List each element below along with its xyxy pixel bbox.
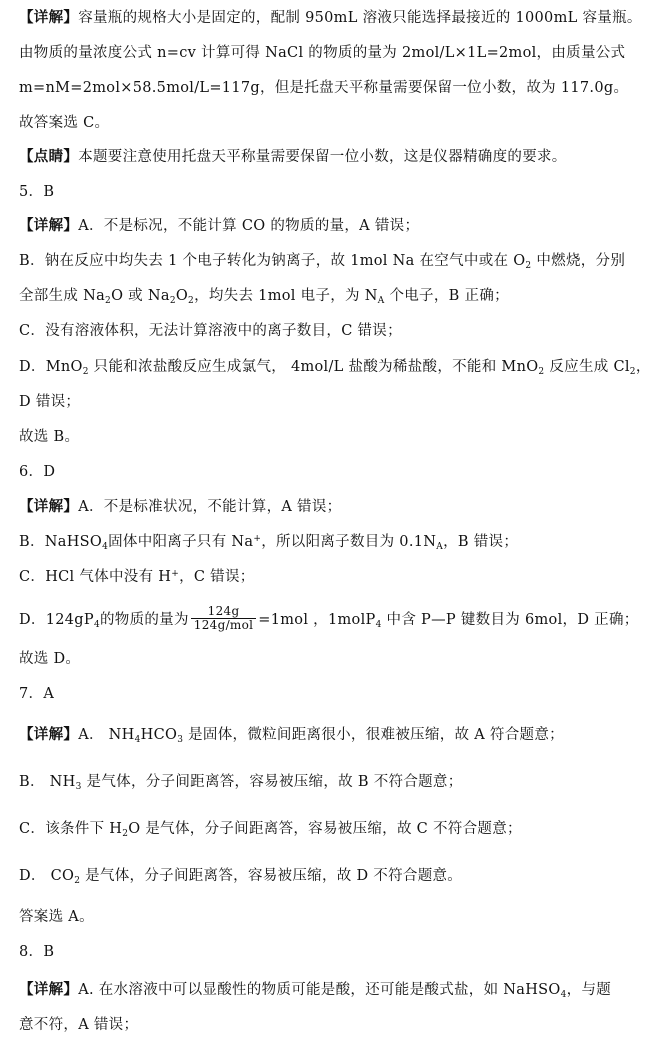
text-line [19, 866, 645, 888]
section-label: 【详解】 [19, 9, 79, 26]
text-run: 本题要注意使用托盘天平称量需要保留一位小数，这是仪器精确度的要求。 [78, 149, 567, 165]
text-line [19, 604, 645, 638]
question-number [19, 684, 645, 706]
text-run: ， [635, 359, 651, 375]
text-run: B．NaHSO [19, 534, 103, 550]
fraction-denominator: 124g/mol [193, 617, 254, 632]
text-line [19, 907, 645, 929]
text-line [19, 497, 645, 519]
text-run: 5．B [19, 184, 55, 200]
text-run: 是气体，分子间距离答，容易被压缩，故 B 不符合题意； [81, 774, 463, 790]
text-line [19, 725, 645, 747]
subscript: 2 [74, 876, 81, 886]
text-run: m=nM=2mol×58.5mol/L=117g，但是托盘天平称量需要保留一位小数，故为 117.0g。 [19, 80, 629, 96]
text-line [19, 251, 645, 273]
text-line [19, 286, 645, 308]
text-run: 反应生成 Cl [544, 359, 630, 375]
text-run: O 是气体，分子间距离答，容易被压缩，故 C 不符合题意； [128, 821, 522, 837]
text-run: B．钠在反应中均失去 1 个电子转化为钠离子，故 1mol Na 在空气中或在 O [19, 253, 526, 269]
subscript: 2 [188, 296, 195, 306]
subscript: 4 [102, 542, 109, 552]
text-run: A. 在水溶液中可以显酸性的物质可能是酸，还可能是酸式盐，如 NaHSO [78, 982, 561, 998]
subscript: 2 [82, 367, 89, 377]
text-run: D．124gP [19, 612, 94, 628]
text-run: ，B 错误； [443, 534, 519, 550]
subscript: 4 [375, 620, 382, 630]
text-line [19, 1015, 645, 1037]
text-run: HCO [140, 727, 178, 743]
text-line [19, 357, 651, 379]
subscript: 2 [122, 829, 129, 839]
text-run: D 错误； [19, 394, 81, 410]
text-line [19, 147, 645, 169]
text-line [19, 819, 645, 841]
section-label: 【详解】 [19, 726, 79, 743]
subscript: 2 [629, 367, 636, 377]
text-line [19, 321, 645, 343]
text-line [19, 392, 645, 414]
fraction [191, 605, 256, 632]
text-line [19, 980, 645, 1002]
text-run: 7．A [19, 686, 55, 702]
text-run: A． NH [78, 727, 135, 743]
text-run: ，与题 [566, 982, 612, 998]
subscript: 3 [177, 735, 184, 745]
text-run: ，均失去 1mol 电子，为 N [194, 288, 378, 304]
text-run: 固体中阳离子只有 Na [108, 534, 254, 550]
text-run: 6．D [19, 464, 56, 480]
text-run: C．HCl 气体中没有 H [19, 569, 172, 585]
text-run: 答案选 A。 [19, 909, 94, 925]
text-run: D． CO [19, 868, 75, 884]
text-run: 是固体，微粒间距离很小，很难被压缩，故 A 符合题意； [183, 727, 564, 743]
text-line [19, 649, 645, 671]
text-run: 故选 B。 [19, 429, 80, 445]
text-run: C．该条件下 H [19, 821, 123, 837]
section-label: 【详解】 [19, 498, 79, 515]
fraction-numerator: 124g [191, 605, 256, 619]
text-run: ，C 错误； [179, 569, 255, 585]
text-line [19, 216, 645, 238]
text-run: 全部生成 Na [19, 288, 106, 304]
text-line [19, 8, 645, 30]
text-run: 容量瓶的规格大小是固定的，配制 950mL 溶液只能选择最接近的 1000mL 容量瓶。 [78, 10, 642, 26]
text-line [19, 532, 645, 554]
text-run: 中含 P—P 键数目为 6mol，D 正确； [381, 612, 639, 628]
superscript: + [253, 534, 262, 544]
text-run: 8．B [19, 944, 55, 960]
subscript: 2 [105, 296, 112, 306]
section-label: 【详解】 [19, 217, 79, 234]
text-run: C．没有溶液体积，无法计算溶液中的离子数目，C 错误； [19, 323, 402, 339]
section-label: 【详解】 [19, 981, 79, 998]
text-line [19, 113, 645, 135]
text-run: D．MnO [19, 359, 83, 375]
text-run: 的物质的量为 [99, 612, 189, 628]
text-line [19, 43, 645, 65]
question-number [19, 462, 645, 484]
text-run: A．不是标况，不能计算 CO 的物质的量，A 错误； [78, 218, 420, 234]
text-run: O [175, 288, 189, 304]
text-run: 只能和浓盐酸反应生成氯气， 4mol/L 盐酸为稀盐酸，不能和 MnO [88, 359, 539, 375]
text-run: 个电子，B 正确； [384, 288, 509, 304]
text-run: 是气体，分子间距离答，容易被压缩，故 D 不符合题意。 [80, 868, 463, 884]
text-run: A．不是标准状况，不能计算，A 错误； [78, 499, 342, 515]
text-line [19, 772, 645, 794]
subscript: 2 [538, 367, 545, 377]
text-run: 故选 D。 [19, 651, 81, 667]
text-line [19, 427, 645, 449]
text-run: 故答案选 C。 [19, 115, 110, 131]
subscript: 2 [525, 261, 532, 271]
superscript: + [171, 569, 180, 579]
text-run: 由物质的量浓度公式 n=cv 计算可得 NaCl 的物质的量为 2mol/L×1L=2mol，由质量公式 [19, 45, 626, 61]
text-run: 中燃烧，分别 [531, 253, 626, 269]
subscript: 3 [75, 782, 82, 792]
text-run: 意不符，A 错误； [19, 1017, 139, 1033]
question-number [19, 182, 645, 204]
question-number [19, 942, 645, 964]
subscript: 4 [560, 990, 567, 1000]
text-run: B． NH [19, 774, 76, 790]
text-run: O 或 Na [111, 288, 170, 304]
subscript: A [377, 296, 385, 306]
subscript: 4 [134, 735, 141, 745]
text-line [19, 78, 645, 100]
section-label: 【点睛】 [19, 148, 79, 165]
subscript: A [436, 542, 444, 552]
subscript: 4 [93, 620, 100, 630]
text-run: ，所以阳离子数目为 0.1N [261, 534, 437, 550]
text-line [19, 567, 645, 589]
text-run: =1mol ，1molP [258, 612, 376, 628]
subscript: 2 [169, 296, 176, 306]
